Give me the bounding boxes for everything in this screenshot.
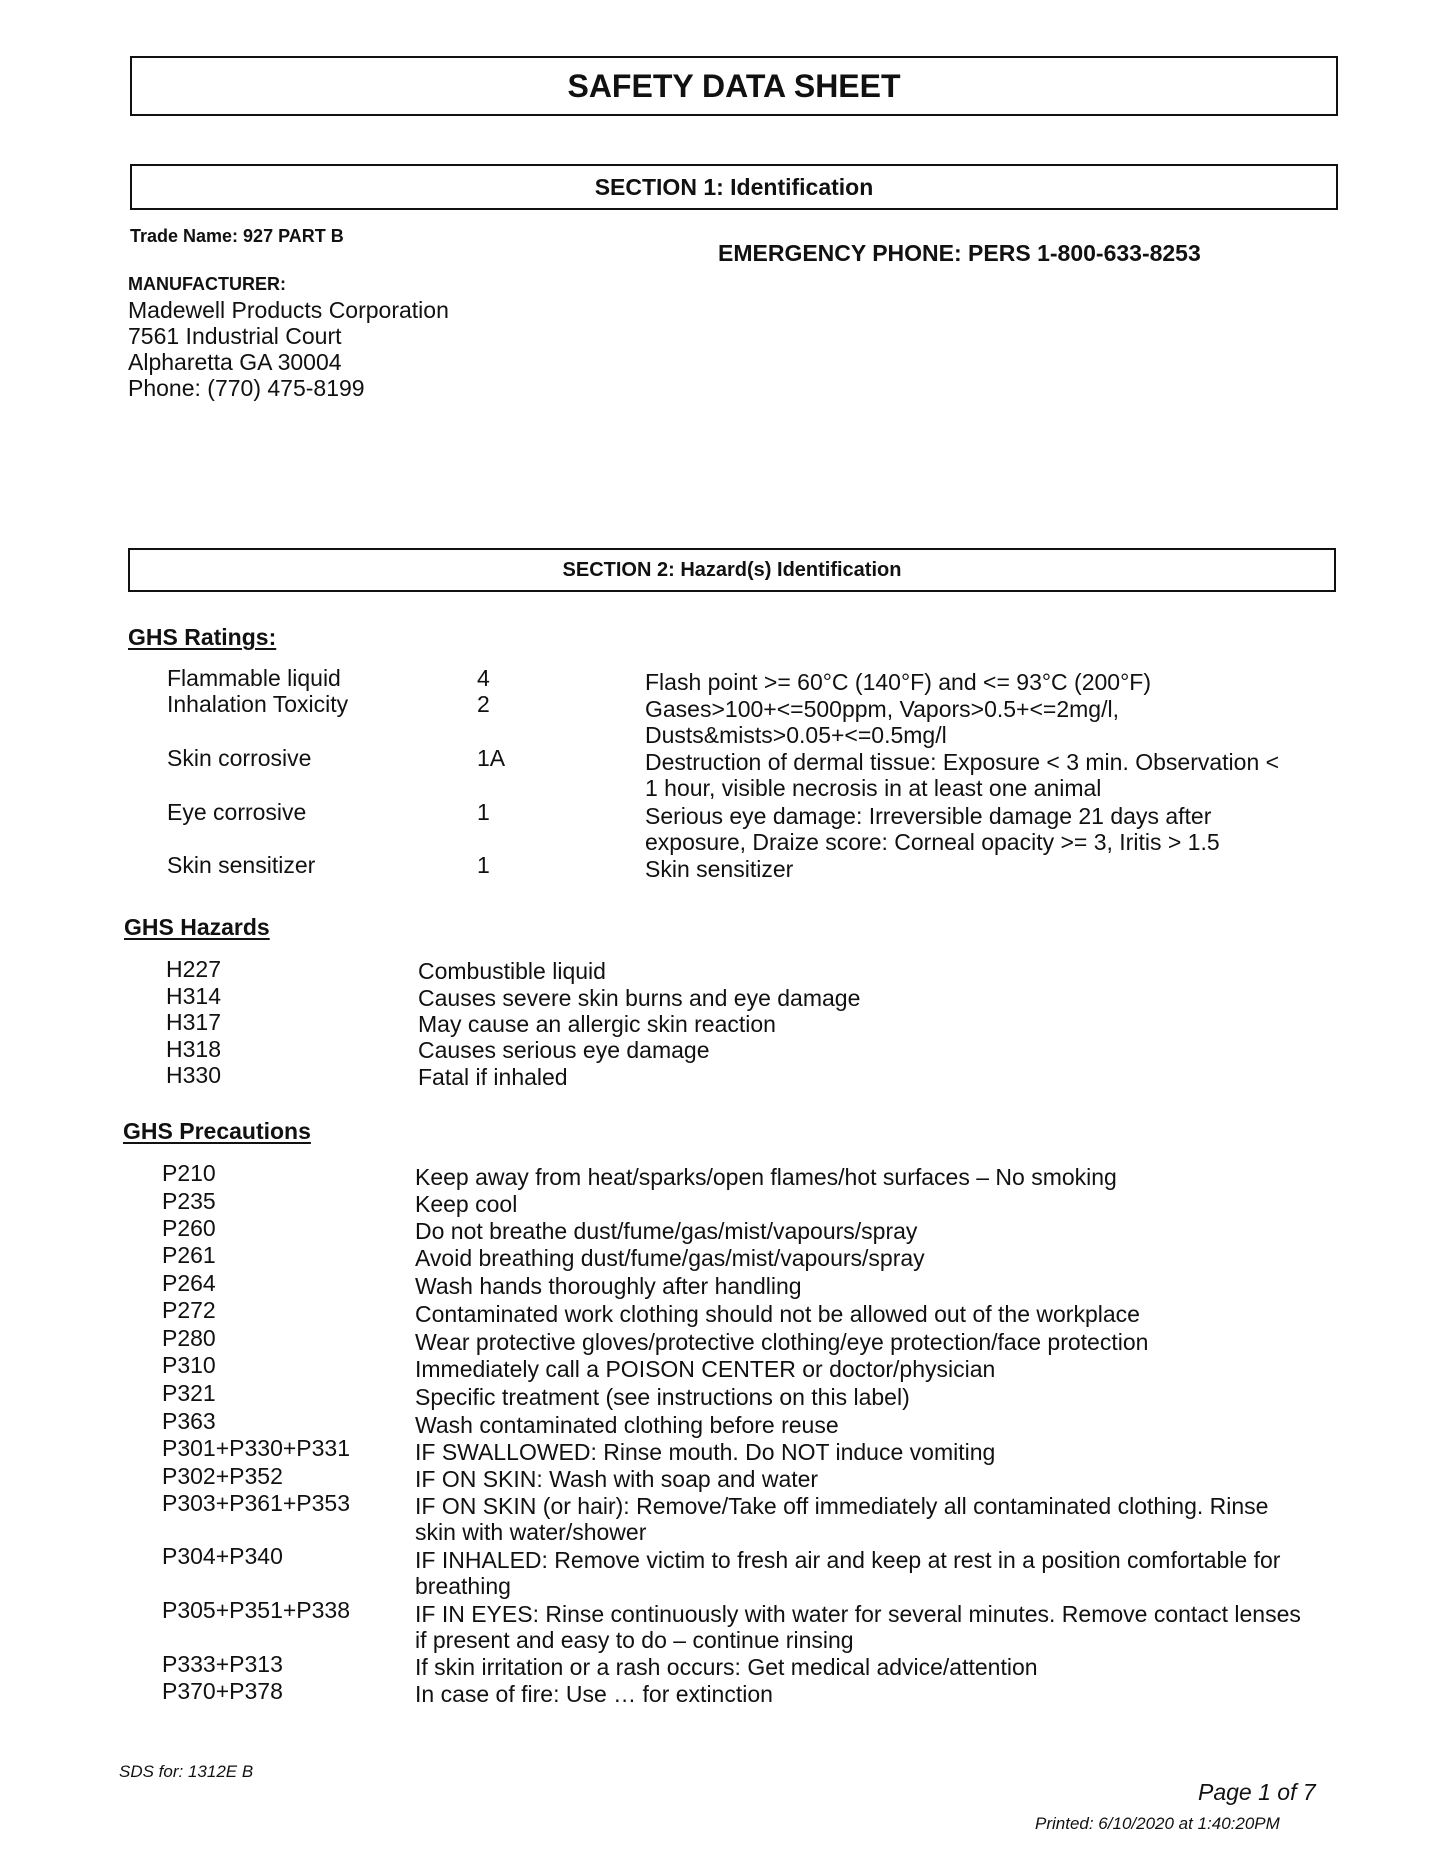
precaution-code: P235 xyxy=(162,1188,216,1214)
manufacturer-phone: Phone: (770) 475-8199 xyxy=(128,375,365,401)
footer-sds-for: SDS for: 1312E B xyxy=(119,1762,254,1781)
precaution-text: Keep cool xyxy=(415,1191,518,1217)
rating-category: 1A xyxy=(477,745,506,771)
rating-description: Flash point >= 60°C (140°F) and <= 93°C (200°F) xyxy=(645,669,1151,695)
rating-category: 2 xyxy=(477,691,490,717)
precaution-text: Do not breathe dust/fume/gas/mist/vapours/spray xyxy=(415,1218,918,1244)
precaution-code: P261 xyxy=(162,1242,216,1268)
manufacturer-name: Madewell Products Corporation xyxy=(128,297,449,323)
precaution-text: Avoid breathing dust/fume/gas/mist/vapours/spray xyxy=(415,1245,925,1271)
precaution-code: P260 xyxy=(162,1215,216,1241)
hazard-text: May cause an allergic skin reaction xyxy=(418,1011,776,1037)
manufacturer-label: MANUFACTURER: xyxy=(128,274,286,294)
precaution-code: P303+P361+P353 xyxy=(162,1490,351,1516)
ghs-hazards-heading: GHS Hazards xyxy=(124,914,270,940)
precaution-text: Immediately call a POISON CENTER or doctor/physician xyxy=(415,1356,996,1382)
precaution-text: Contaminated work clothing should not be allowed out of the workplace xyxy=(415,1301,1140,1327)
precaution-text: In case of fire: Use … for extinction xyxy=(415,1681,773,1707)
manufacturer-city: Alpharetta GA 30004 xyxy=(128,349,342,375)
hazard-code: H314 xyxy=(166,983,221,1009)
precaution-code: P304+P340 xyxy=(162,1543,283,1569)
precaution-code: P280 xyxy=(162,1325,216,1351)
document-title: SAFETY DATA SHEET xyxy=(130,56,1338,116)
rating-category: 1 xyxy=(477,799,490,825)
precaution-code: P321 xyxy=(162,1380,216,1406)
precaution-text: Wash hands thoroughly after handling xyxy=(415,1273,802,1299)
precaution-text: IF ON SKIN: Wash with soap and water xyxy=(415,1466,819,1492)
hazard-text: Causes serious eye damage xyxy=(418,1037,710,1063)
precaution-code: P333+P313 xyxy=(162,1651,283,1677)
precaution-code: P301+P330+P331 xyxy=(162,1435,351,1461)
rating-name: Flammable liquid xyxy=(167,665,341,691)
section2-heading: SECTION 2: Hazard(s) Identification xyxy=(128,548,1336,592)
precaution-text: IF ON SKIN (or hair): Remove/Take off immediately all contaminated clothing. Rinse skin with water/shower xyxy=(415,1493,1269,1545)
manufacturer-street: 7561 Industrial Court xyxy=(128,323,342,349)
rating-category: 4 xyxy=(477,665,490,691)
footer-page-number: Page 1 of 7 xyxy=(1198,1779,1316,1805)
hazard-text: Fatal if inhaled xyxy=(418,1064,568,1090)
precaution-code: P272 xyxy=(162,1297,216,1323)
precaution-code: P210 xyxy=(162,1160,216,1186)
precaution-code: P264 xyxy=(162,1270,216,1296)
rating-description: Skin sensitizer xyxy=(645,856,794,882)
rating-name: Skin sensitizer xyxy=(167,852,316,878)
rating-category: 1 xyxy=(477,852,490,878)
rating-description: Destruction of dermal tissue: Exposure < 3 min. Observation < 1 hour, visible necrosis in at least one animal xyxy=(645,749,1280,801)
rating-description: Serious eye damage: Irreversible damage 21 days after exposure, Draize score: Corneal opacity >= 3, Iritis > 1.5 xyxy=(645,803,1220,855)
precaution-code: P310 xyxy=(162,1352,216,1378)
precaution-code: P302+P352 xyxy=(162,1463,283,1489)
precaution-text: Wash contaminated clothing before reuse xyxy=(415,1412,839,1438)
precaution-text: If skin irritation or a rash occurs: Get medical advice/attention xyxy=(415,1654,1038,1680)
precaution-code: P305+P351+P338 xyxy=(162,1597,351,1623)
precaution-text: Specific treatment (see instructions on this label) xyxy=(415,1384,910,1410)
footer-printed: Printed: 6/10/2020 at 1:40:20PM xyxy=(1035,1814,1280,1833)
section1-heading: SECTION 1: Identification xyxy=(130,164,1338,210)
precaution-text: IF INHALED: Remove victim to fresh air and keep at rest in a position comfortable for breathing xyxy=(415,1547,1281,1599)
hazard-code: H227 xyxy=(166,956,221,982)
rating-name: Eye corrosive xyxy=(167,799,307,825)
ghs-precautions-heading: GHS Precautions xyxy=(123,1118,311,1144)
rating-description: Gases>100+<=500ppm, Vapors>0.5+<=2mg/l, Dusts&mists>0.05+<=0.5mg/l xyxy=(645,696,1119,748)
precaution-text: Wear protective gloves/protective clothing/eye protection/face protection xyxy=(415,1329,1149,1355)
precaution-text: Keep away from heat/sparks/open flames/hot surfaces – No smoking xyxy=(415,1164,1117,1190)
precaution-text: IF IN EYES: Rinse continuously with water for several minutes. Remove contact lenses if present and easy to do – continue rinsing xyxy=(415,1601,1301,1653)
precaution-code: P370+P378 xyxy=(162,1678,283,1704)
hazard-text: Combustible liquid xyxy=(418,958,606,984)
precaution-code: P363 xyxy=(162,1408,216,1434)
trade-name: Trade Name: 927 PART B xyxy=(130,226,344,246)
hazard-code: H330 xyxy=(166,1062,221,1088)
hazard-code: H317 xyxy=(166,1009,221,1035)
precaution-text: IF SWALLOWED: Rinse mouth. Do NOT induce vomiting xyxy=(415,1439,996,1465)
hazard-code: H318 xyxy=(166,1036,221,1062)
emergency-phone: EMERGENCY PHONE: PERS 1-800-633-8253 xyxy=(718,240,1201,266)
ghs-ratings-heading: GHS Ratings: xyxy=(128,624,277,650)
hazard-text: Causes severe skin burns and eye damage xyxy=(418,985,861,1011)
rating-name: Inhalation Toxicity xyxy=(167,691,349,717)
rating-name: Skin corrosive xyxy=(167,745,312,771)
